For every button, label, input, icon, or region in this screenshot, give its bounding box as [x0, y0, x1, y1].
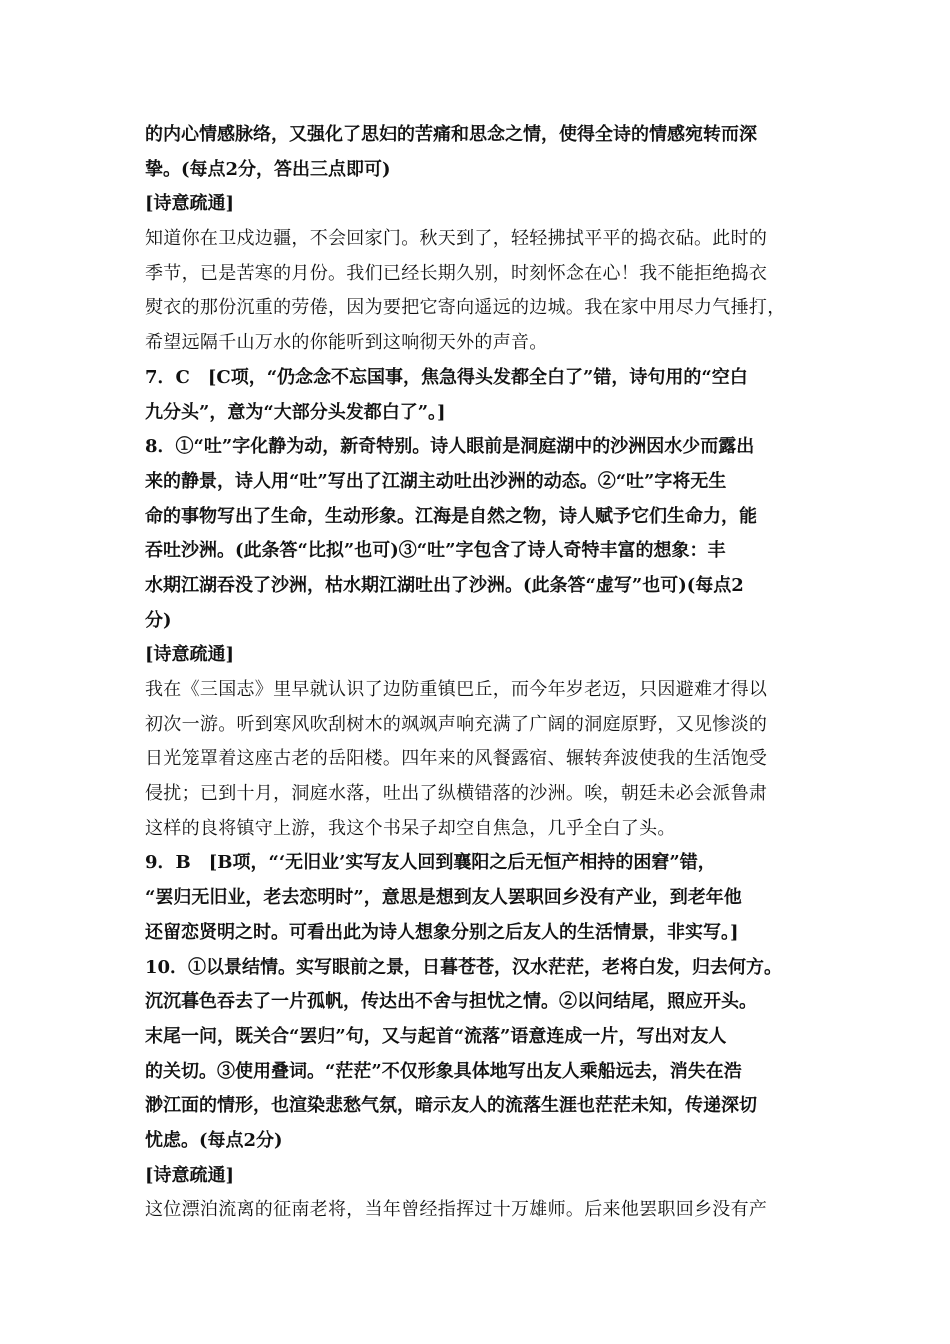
text-line: 来的静景，诗人用“吐”写出了江湖主动吐出沙洲的动态。②“吐”字将无生 — [145, 470, 727, 492]
text-line: 这位漂泊流离的征南老将，当年曾经指挥过十万雄师。后来他罢职回乡没有产 — [145, 1199, 768, 1221]
text-line: 季节，已是苦寒的月份。我们已经长期久别，时刻怀念在心！我不能拒绝捣衣 — [145, 262, 768, 284]
text-line: 希望远隔千山万水的你能听到这响彻天外的声音。 — [145, 332, 548, 354]
text-line: 的关切。③使用叠词。“茫茫”不仅形象具体地写出友人乘船远去，消失在浩 — [145, 1060, 742, 1082]
text-line: 分) — [145, 609, 172, 631]
text-line: 我在《三国志》里早就认识了边防重镇巴丘，而今年岁老迈，只因避难才得以 — [145, 679, 768, 700]
text-line: 还留恋贤明之时。可看出此为诗人想象分别之后友人的生活情景，非实写。] — [145, 921, 739, 943]
text-line: 吞吐沙洲。(此条答“比拟”也可)③“吐”字包含了诗人奇特丰富的想象：丰 — [145, 540, 726, 562]
text-line: 8．①“吐”字化静为动，新奇特别。诗人眼前是洞庭湖中的沙洲因水少而露出 — [145, 436, 755, 458]
text-line: 忧虑。(每点2分) — [145, 1129, 283, 1151]
section-heading: [诗意疏通] — [145, 644, 235, 666]
section-heading: [诗意疏通] — [145, 193, 235, 215]
text-line: 初次一游。听到寒风吹刮树木的飒飒声响充满了广阔的洞庭原野，又见惨淡的 — [145, 713, 768, 735]
text-line: 命的事物写出了生命，生动形象。江海是自然之物，诗人赋予它们生命力，能 — [145, 505, 757, 527]
text-line: 水期江湖吞没了沙洲，枯水期江湖吐出了沙洲。(此条答“虚写”也可)(每点2 — [145, 574, 744, 596]
text-line: 熨衣的那份沉重的劳倦，因为要把它寄向遥远的边城。我在家中用尽力气捶打， — [145, 297, 786, 319]
text-line: 这样的良将镇守上游，我这个书呆子却空自焦急，几乎全白了头。 — [145, 817, 676, 839]
text-line: 挚。(每点2分，答出三点即可) — [145, 158, 391, 180]
text-line: 末尾一问，既关合“罢归”句，又与起首“流落”语意连成一片，写出对友人 — [145, 1025, 727, 1047]
text-line: 的内心情感脉络，又强化了思妇的苦痛和思念之情，使得全诗的情感宛转而深 — [145, 124, 757, 145]
text-line: 知道你在卫戍边疆，不会回家门。秋天到了，轻轻拂拭平平的捣衣砧。此时的 — [145, 228, 768, 250]
text-line: 沉沉暮色吞去了一片孤帆，传达出不舍与担忧之情。②以问结尾，照应开头。 — [145, 991, 757, 1013]
text-line: “罢归无旧业，老去恋明时”，意思是想到友人罢职回乡没有产业，到老年他 — [145, 887, 742, 909]
text-line: 渺江面的情形，也渲染悲愁气氛，暗示友人的流落生涯也茫茫未知，传递深切 — [145, 1095, 757, 1117]
answer-text-body — [145, 118, 810, 1228]
section-heading: [诗意疏通] — [145, 1164, 235, 1186]
text-line: 九分头”，意为“大部分头发都白了”。] — [145, 401, 446, 423]
text-line: 日光笼罩着这座古老的岳阳楼。四年来的风餐露宿、辗转奔波使我的生活饱受 — [145, 748, 768, 770]
text-line: 侵扰；已到十月，洞庭水落，吐出了纵横错落的沙洲。唉，朝廷未必会派鲁肃 — [145, 783, 768, 805]
text-line: 7．C [C项，“仍念念不忘国事，焦急得头发都全白了”错，诗句用的“空白 — [145, 366, 748, 388]
text-line: 10．①以景结情。实写眼前之景，日暮苍苍，汉水茫茫，老将白发，归去何方。 — [145, 956, 783, 978]
text-line: 9．B [B项，“‘无旧业’实写友人回到襄阳之后无恒产相持的困窘”错， — [145, 852, 716, 874]
